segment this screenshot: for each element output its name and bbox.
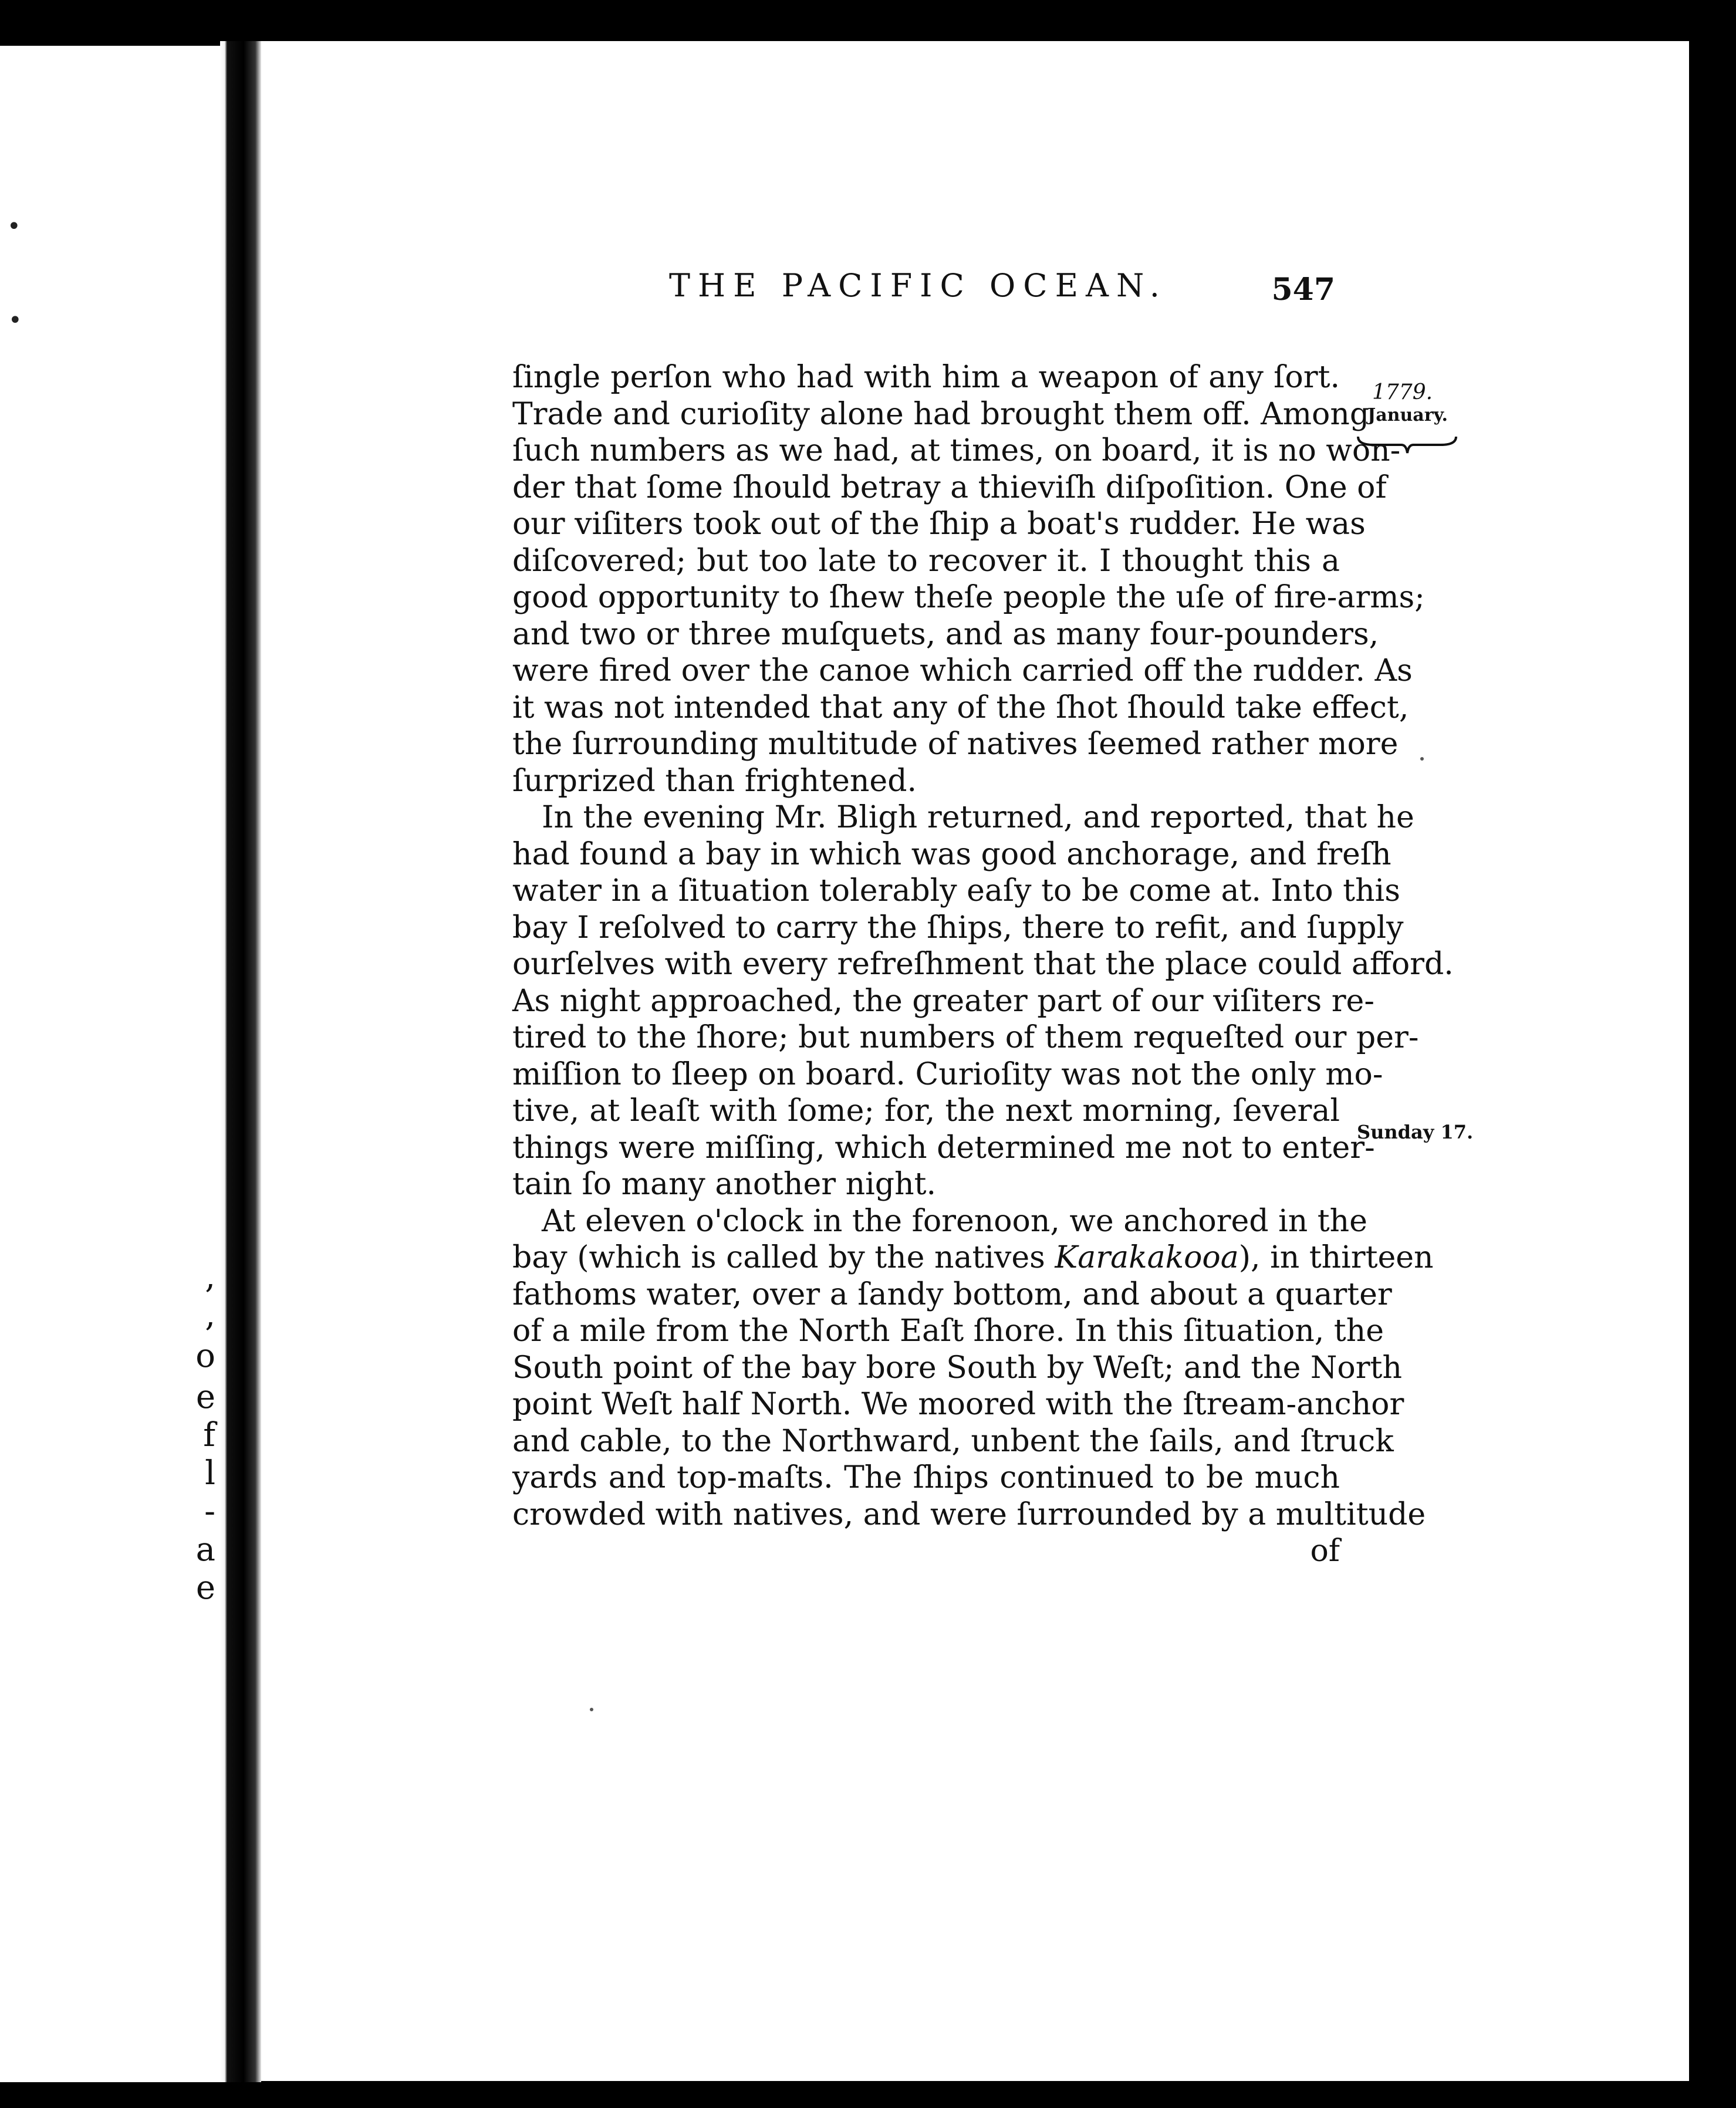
text-line: were fired over the canoe which carried off the rudder. As [512, 653, 1413, 688]
text-segment: bay (which is called by the natives [512, 1240, 1045, 1275]
text-line: crowded with natives, and were ſurrounded by a multitude [512, 1496, 1426, 1532]
text-line: our viſiters took out of the ſhip a boat's rudder. He was [512, 506, 1366, 542]
text-line: South point of the bay bore South by Weſt; and the North [512, 1350, 1402, 1386]
ink-speck: • [8, 307, 22, 334]
text-line: and cable, to the Northward, unbent the ſails, and ſtruck [512, 1423, 1394, 1459]
text-line: In the evening Mr. Bligh returned, and reported, that he [542, 800, 1414, 835]
ink-speck: • [7, 213, 21, 240]
page-header [405, 267, 1335, 332]
text-line: the ſurrounding multitude of natives ſeemed rather more [512, 727, 1399, 762]
place-name: Karakakooa [1055, 1240, 1239, 1275]
left-page-fragment: , [205, 1296, 215, 1334]
text-line: As night approached, the greater part of our viſiters re- [512, 983, 1374, 1019]
text-line: ourſelves with every refreſhment that the place could afford. [512, 947, 1454, 982]
text-segment: ), in thirteen [1238, 1240, 1434, 1275]
text-line: diſcovered; but too late to recover it. I thought this a [512, 543, 1340, 579]
left-page-fragment: , [205, 1258, 215, 1296]
text-line: ſurprized than frightened. [512, 763, 917, 799]
page-number: 547 [1271, 272, 1335, 308]
ink-speck [590, 1708, 593, 1711]
left-facing-page [0, 46, 220, 2082]
text-line: and two or three muſquets, and as many four-pounders, [512, 616, 1379, 652]
text-line: At eleven o'clock in the forenoon, we anchored in the [542, 1203, 1367, 1239]
text-line: ſuch numbers as we had, at times, on board, it is no won- [512, 433, 1401, 468]
text-line: things were miſſing, which determined me not to enter- [512, 1130, 1375, 1166]
text-line: tive, at leaſt with ſome; for, the next morning, ſeveral [512, 1093, 1340, 1129]
text-line: had found a bay in which was good anchorage, and freſh [512, 836, 1391, 872]
margin-note-year: 1779. [1372, 380, 1433, 404]
text-line: der that ſome ſhould betray a thieviſh diſpoſition. One of [512, 469, 1387, 505]
text-line: bay I reſolved to carry the ſhips, there to refit, and ſupply [512, 910, 1404, 945]
text-line: tain ſo many another night. [512, 1167, 937, 1202]
scan-border [1689, 35, 1736, 2089]
text-line: of a mile from the North Eaſt ſhore. In this ſituation, the [512, 1313, 1384, 1349]
left-page-fragment: f [203, 1416, 215, 1454]
left-page-fragment: a [195, 1531, 215, 1569]
left-page-fragment: l [205, 1454, 215, 1492]
running-head: THE PACIFIC OCEAN. [669, 267, 1167, 304]
text-line: miſſion to ſleep on board. Curioſity was not the only mo- [512, 1056, 1383, 1092]
text-line: good opportunity to ſhew theſe people the uſe of fire-arms; [512, 580, 1425, 615]
ink-speck [1420, 757, 1424, 761]
text-line: fathoms water, over a ſandy bottom, and about a quarter [512, 1276, 1392, 1312]
text-line: Trade and curioſity alone had brought them off. Among [512, 396, 1370, 432]
text-line: point Weſt half North. We moored with the ſtream-anchor [512, 1387, 1404, 1422]
left-page-fragment: e [195, 1378, 215, 1416]
text-line: water in a ſituation tolerably eaſy to be come at. Into this [512, 873, 1400, 908]
text-line [512, 1239, 1434, 1276]
text-line: ſingle perſon who had with him a weapon of any ſort. [512, 360, 1340, 395]
left-page-fragment: o [195, 1337, 215, 1375]
text-line: tired to the ſhore; but numbers of them requeſted our per- [512, 1020, 1419, 1055]
margin-note-day: Sunday 17. [1357, 1121, 1474, 1143]
left-page-fragment: e [195, 1569, 215, 1607]
catchword: of [1310, 1533, 1340, 1569]
text-line: yards and top-maſts. The ſhips continued to be much [512, 1460, 1340, 1495]
book-gutter [220, 41, 261, 2082]
left-page-fragment: - [204, 1492, 215, 1531]
text-line: it was not intended that any of the ſhot ſhould take effect, [512, 690, 1409, 725]
margin-note-month: January. [1367, 405, 1448, 425]
